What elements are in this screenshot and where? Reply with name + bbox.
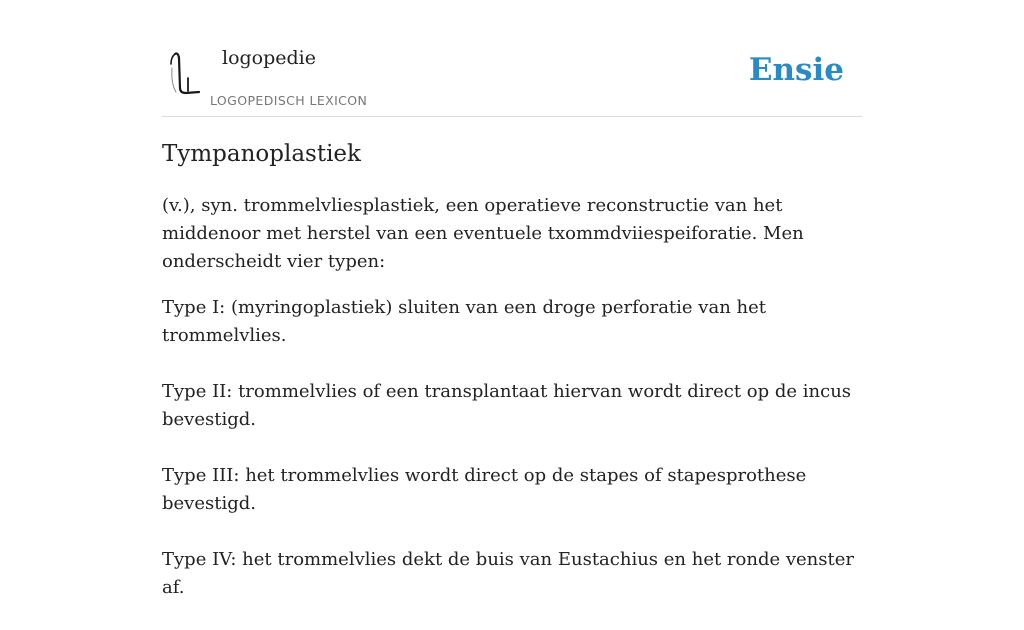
type-item: Type III: het trommelvlies wordt direct op de stapes of stapesprothese bevestigd. xyxy=(162,465,807,514)
type-item: Type II: trommelvlies of een transplantaat hiervan wordt direct op de incus bevestigd. xyxy=(162,381,852,430)
entry-definition: (v.), syn. trommelvliesplastiek, een operatieve reconstructie van het middenoor met herstel van een eventuele txommdviiespeiforatie. Men onderscheidt vier typen: xyxy=(162,195,804,272)
ensie-logo-link[interactable]: Ensie xyxy=(748,52,844,88)
type-item: Type IV: het trommelvlies dekt de buis van Eustachius en het ronde venster af. xyxy=(162,549,855,598)
header xyxy=(162,40,862,117)
source-name[interactable]: logopedie xyxy=(222,47,317,69)
source-subtitle: LOGOPEDISCH LEXICON xyxy=(210,93,368,108)
type-item: Type I: (myringoplastiek) sluiten van een droge perforatie van het trommelvlies. xyxy=(162,297,766,346)
entry-content xyxy=(162,138,862,630)
entry-title: Tympanoplastiek xyxy=(162,141,361,167)
logopedie-logo-icon[interactable] xyxy=(166,48,206,98)
